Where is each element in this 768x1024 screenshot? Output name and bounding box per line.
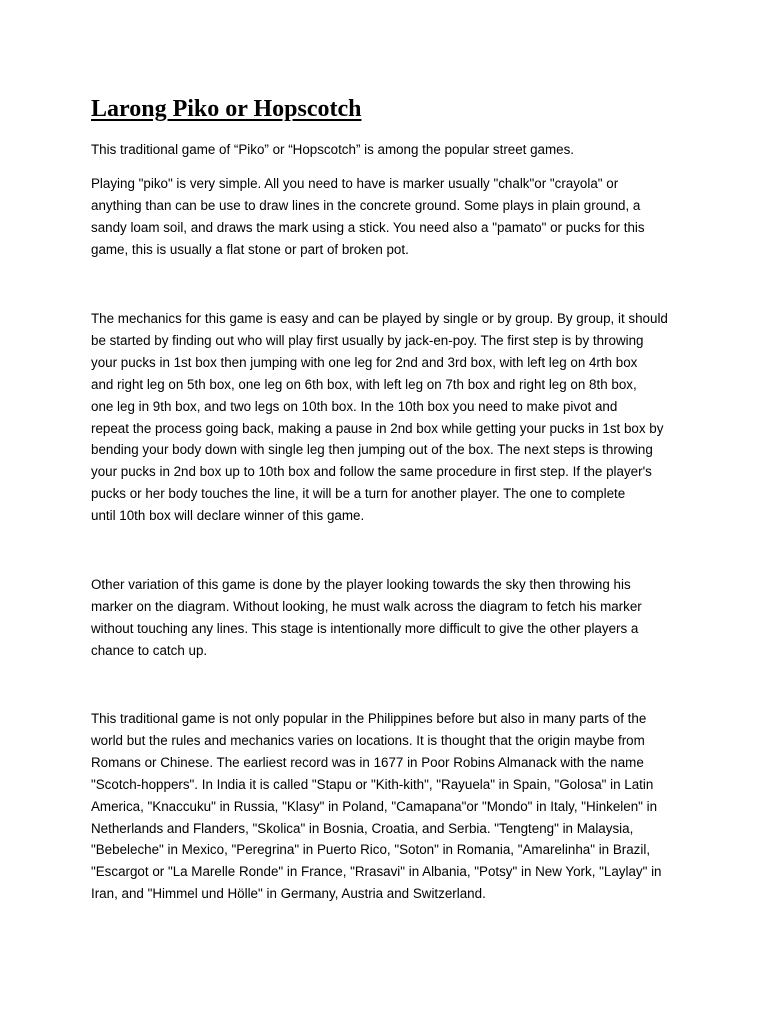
text-line: Other variation of this game is done by the player looking towards the sky then throwing his bbox=[91, 577, 631, 592]
text-line: game, this is usually a flat stone or part of broken pot. bbox=[91, 241, 409, 257]
text-line: "Bebeleche" in Mexico, "Peregrina" in Puerto Rico, "Soton" in Romania, "Amarelinha" in Brazil, bbox=[91, 842, 651, 858]
text-line: your pucks in 2nd box up to 10th box and follow the same procedure in first step. If the player's bbox=[91, 464, 652, 480]
text-line: repeat the process going back, making a pause in 2nd box while getting your pucks in 1st box by bbox=[91, 420, 664, 436]
text-line: "Escargot or "La Marelle Ronde" in France, "Rrasavi" in Albania, "Potsy" in New York, "Laylay" in bbox=[91, 864, 662, 880]
text-line: bending your body down with single leg then jumping out of the box. The next steps is throwing bbox=[91, 442, 653, 458]
text-line: sandy loam soil, and draws the mark using a stick. You need also a "pamato" or pucks for this bbox=[91, 219, 645, 235]
text-line: be started by finding out who will play first usually by jack-en-poy. The first step is by throwing bbox=[91, 332, 644, 348]
paragraph-history bbox=[91, 708, 713, 905]
text-line: Romans or Chinese. The earliest record was in 1677 in Poor Robins Almanack with the name bbox=[91, 754, 644, 770]
paragraph-intro bbox=[91, 139, 713, 161]
text-line: Playing "piko" is very simple. All you need to have is marker usually "chalk"or "crayola" or bbox=[91, 176, 619, 191]
text-line: one leg in 9th box, and two legs on 10th box. In the 10th box you need to make pivot and bbox=[91, 398, 618, 414]
text-line: America, "Knaccuku" in Russia, "Klasy" in Poland, "Camapana"or "Mondo" in Italy, "Hinkelen" in bbox=[91, 798, 658, 814]
paragraph-variation bbox=[91, 574, 713, 662]
text-line: This traditional game of “Piko” or “Hopscotch” is among the popular street games. bbox=[91, 142, 575, 157]
text-line: Iran, and "Himmel und Hölle" in Germany, Austria and Switzerland. bbox=[91, 886, 486, 902]
page-title: Larong Piko or Hopscotch bbox=[91, 96, 362, 122]
text-line: "Scotch-hoppers". In India it is called "Stapu or "Kith-kith", "Rayuela" in Spain, "Golosa" in Latin bbox=[91, 776, 654, 792]
paragraph-materials bbox=[91, 173, 713, 261]
text-line: This traditional game is not only popular in the Philippines before but also in many parts of the bbox=[91, 711, 647, 726]
text-line: Netherlands and Flanders, "Skolica" in Bosnia, Croatia, and Serbia. "Tengteng" in Malaysia, bbox=[91, 820, 634, 836]
paragraph-mechanics bbox=[91, 308, 713, 527]
text-line: The mechanics for this game is easy and can be played by single or by group. By group, it should bbox=[91, 311, 668, 326]
text-line: and right leg on 5th box, one leg on 6th box, with left leg on 7th box and right leg on 8th box, bbox=[91, 376, 637, 392]
text-line: pucks or her body touches the line, it will be a turn for another player. The one to complete bbox=[91, 486, 626, 502]
text-line: without touching any lines. This stage is intentionally more difficult to give the other players a bbox=[91, 620, 639, 636]
text-line: chance to catch up. bbox=[91, 642, 208, 658]
text-line: marker on the diagram. Without looking, he must walk across the diagram to fetch his marker bbox=[91, 598, 642, 614]
text-line: anything than can be use to draw lines in the concrete ground. Some plays in plain ground, a bbox=[91, 197, 641, 213]
text-line: until 10th box will declare winner of this game. bbox=[91, 508, 365, 524]
text-line: world but the rules and mechanics varies on locations. It is thought that the origin maybe from bbox=[91, 732, 645, 748]
text-line: your pucks in 1st box then jumping with one leg for 2nd and 3rd box, with left leg on 4rth box bbox=[91, 354, 638, 370]
